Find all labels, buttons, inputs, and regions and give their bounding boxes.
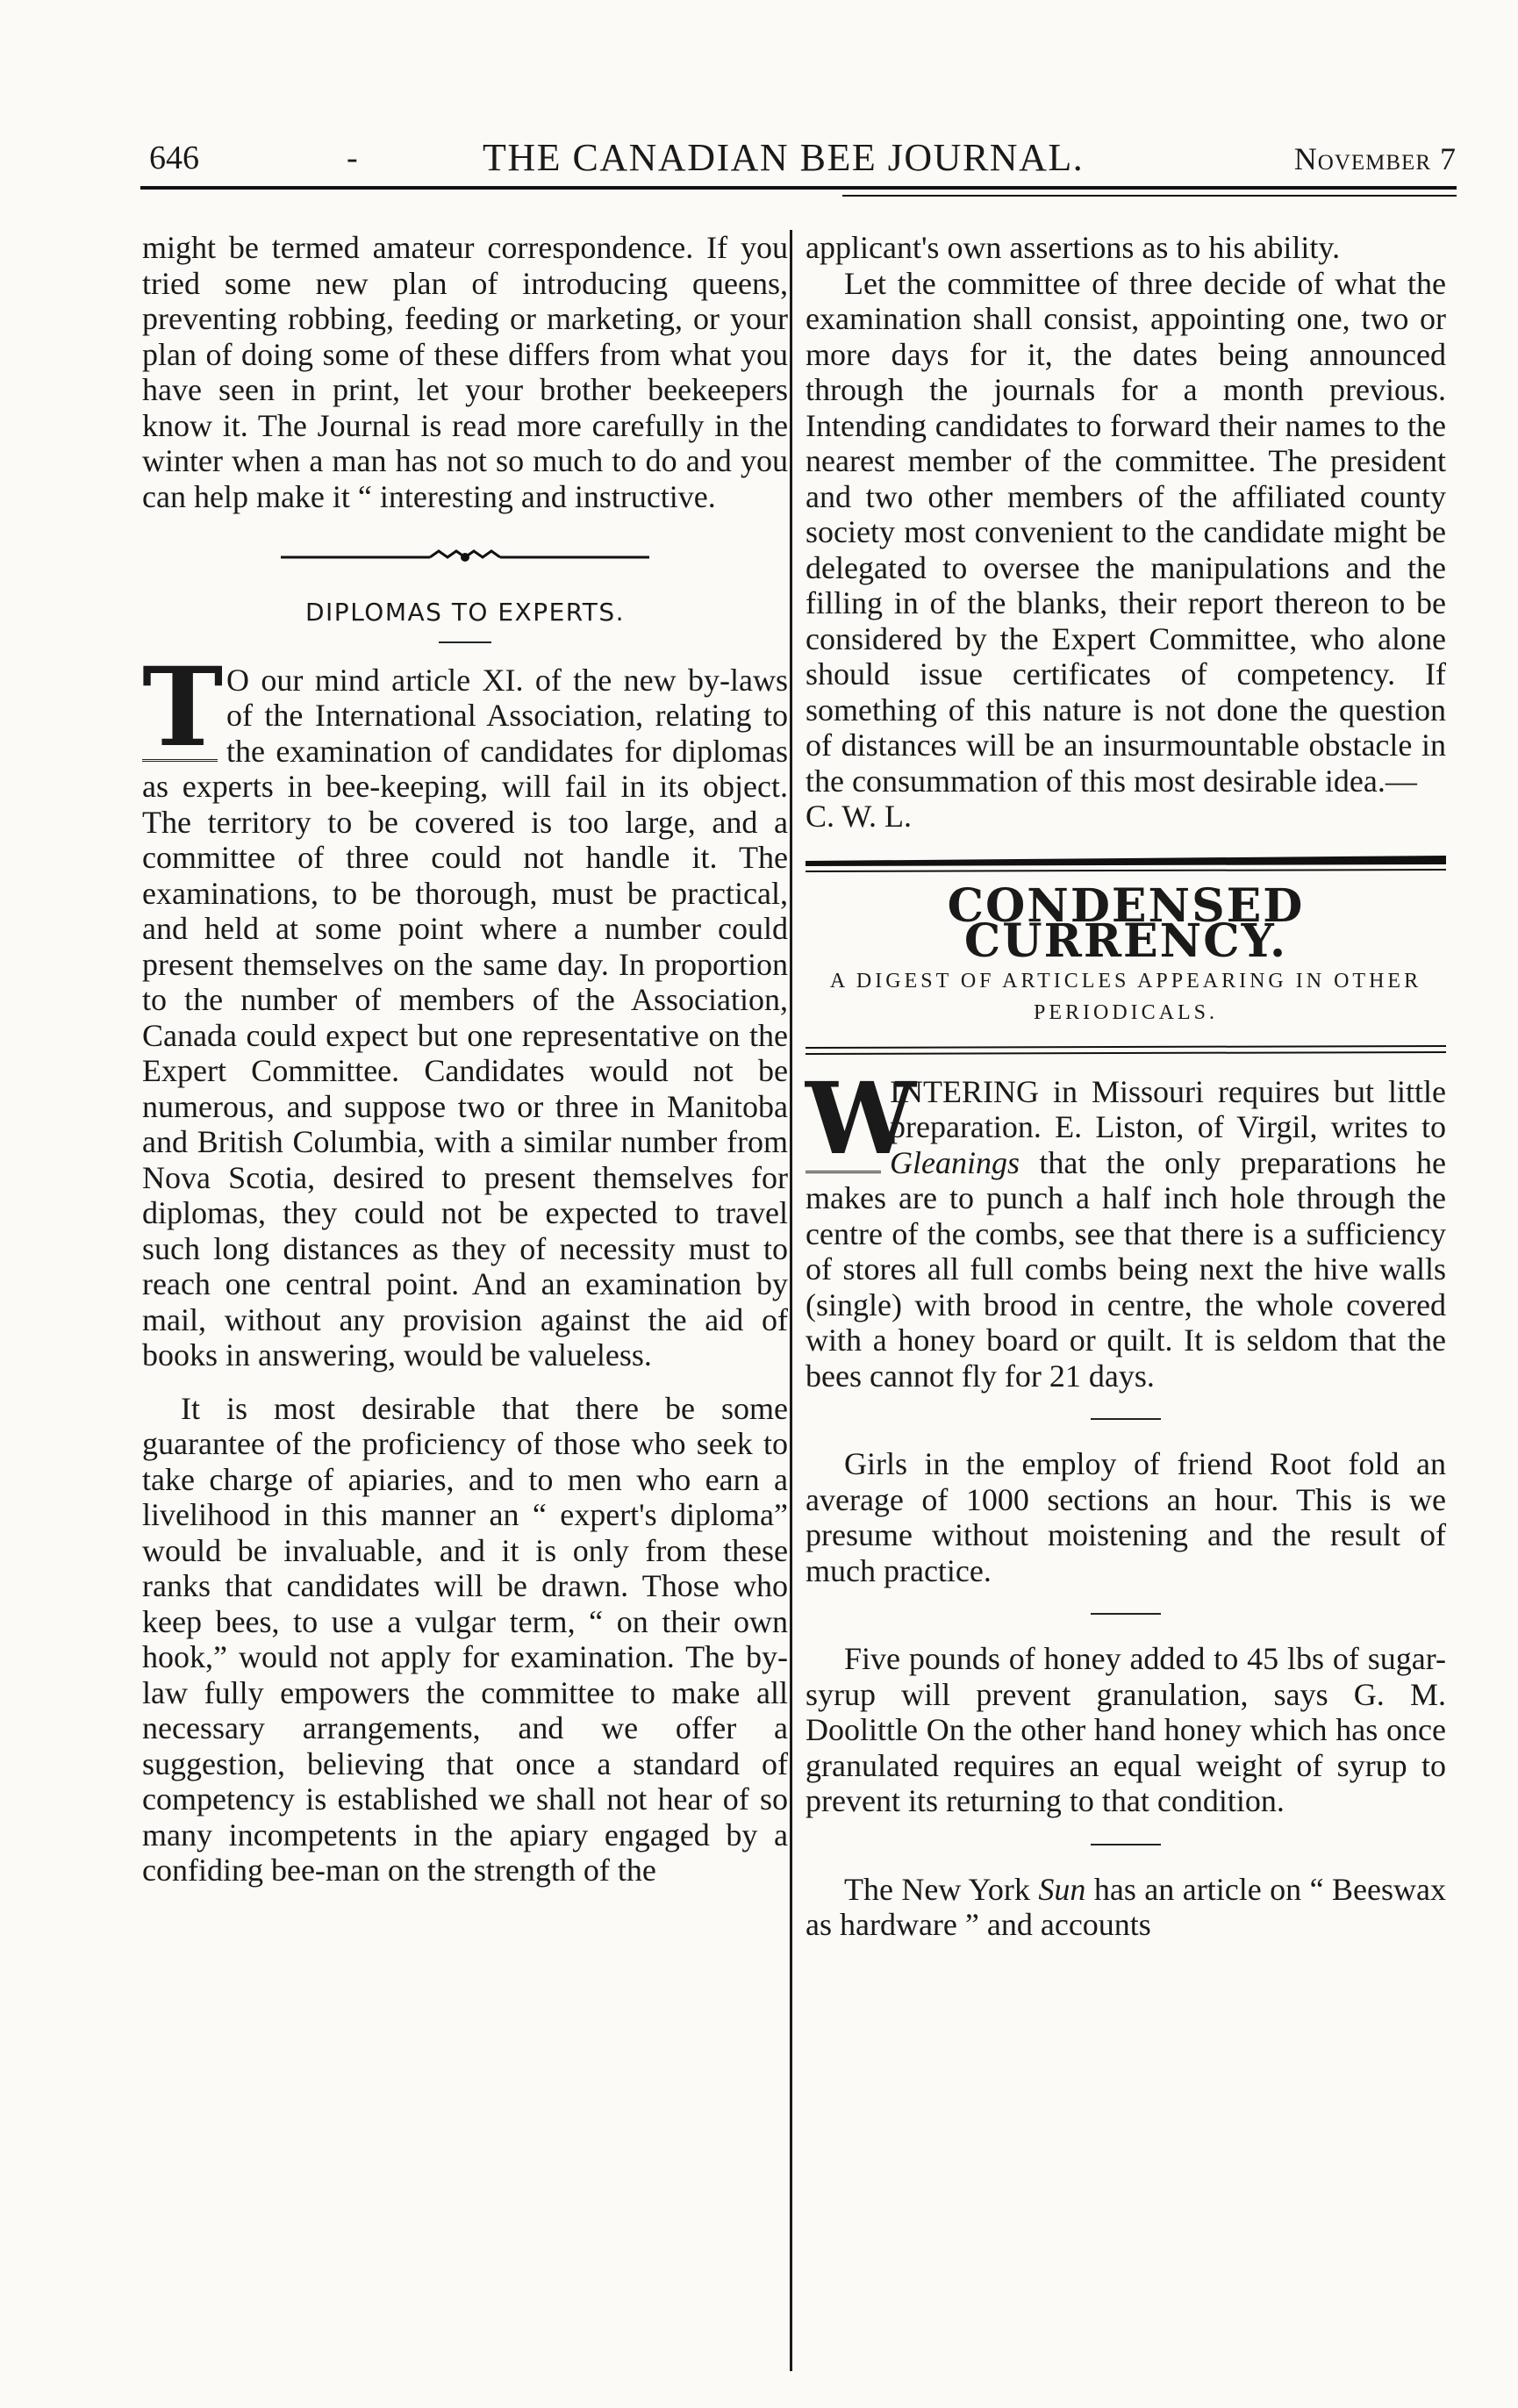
currency-item-4-lead: The New York <box>844 1871 1039 1907</box>
currency-item-1-text: that the only preparations he makes are to punch a half inch hole through the centre of the combs, see that there is a sufficiency of stores all full combs being next the hive walls (single) with brood in centre, the whole covered with a honey board or quilt. It is seldom that the bees cannot fly for 21 days. <box>806 1144 1446 1394</box>
running-header <box>149 132 1465 184</box>
currency-item-4-source: Sun <box>1038 1871 1086 1907</box>
item-separator <box>1091 1613 1161 1615</box>
dropcap-w: W <box>806 1061 916 1177</box>
header-rule <box>140 186 1457 190</box>
currency-item-4-text: has an article on “ Beeswax as hardware ” and accounts <box>806 1871 1446 1942</box>
issue-date: November 7 <box>1293 141 1457 176</box>
currency-item-1-source: Gleanings <box>890 1144 1020 1180</box>
currency-item-4 <box>806 1872 1446 1943</box>
page-number: 646 <box>149 140 199 176</box>
continued-paragraph: applicant's own assertions as to his ability. <box>806 230 1341 265</box>
header-rule-thin <box>842 195 1457 197</box>
signature: C. W. L. <box>806 799 913 834</box>
section-subtitle: A DIGEST OF ARTICLES APPEARING IN OTHER PERIODICALS. <box>829 969 1422 1024</box>
article-paragraph-1 <box>142 643 788 1373</box>
currency-item-3: Five pounds of honey added to 45 lbs of sugar-syrup will prevent granulation, says G. M. Doolittle On the other hand honey which has once granulated requires an equal weight of syrup to prevent its returning to that condition. <box>806 1641 1446 1818</box>
column-divider <box>790 230 792 2371</box>
intro-paragraph: might be termed amateur correspondence. If you tried some new plan of introducing queens, preventing robbing, feeding or marketing, or your plan of doing some of these differs from what you have seen in print, let your brother beekeepers know it. The Journal is read more carefully in the winter when a man has not so much to do and you can help make it “ interesting and instructive. <box>142 230 788 514</box>
section-rule-light <box>806 1044 1446 1057</box>
header-dash: - <box>347 140 358 176</box>
dropcap-t: T <box>142 643 224 771</box>
section-rule-heavy <box>806 852 1446 875</box>
item-separator <box>1091 1418 1161 1420</box>
section-title: CONDENSED CURRENCY. <box>947 878 1305 968</box>
left-column <box>142 230 788 1888</box>
currency-item-1-lead: INTERING in Missouri requires but little preparation. E. Liston, of Virgil, writes to <box>890 1073 1446 1144</box>
ornament-divider <box>281 546 649 569</box>
article-paragraph-2: It is most desirable that there be some guarantee of the proficiency of those who seek to take charge of apiaries, and to men who earn a livelihood in this manner an “ expert's diploma” would be invaluable, and it is only from these ranks that candidates will be drawn. Those who keep bees, to use a vulgar term, “ on their own hook,” would not apply for examination. The by-law fully empowers the committee to make all necessary arrangements, and we offer a suggestion, believing that once a standard of competency is established we shall not hear of so many incompetents in the apiary engaged by a confiding bee-man on the strength of the <box>142 1390 788 1888</box>
continued-paragraph-2: Let the committee of three decide of what the examination shall consist, appointing one, two or more days for it, the dates being announced through the journals for a month previous. Intending candidates to forward their names to the nearest member of the committee. The president and two other members of the affiliated county society most convenient to the candidate might be delegated to oversee the manipulations and the filling in of the blanks, their report thereon to be considered by the Expert Committee, who alone should issue certificates of competency. If something of this nature is not done the question of distances will be an insurmountable obstacle in the consummation of this most desirable idea.— <box>806 265 1446 799</box>
journal-title: THE CANADIAN BEE JOURNAL. <box>483 136 1085 179</box>
right-column <box>806 230 1446 1943</box>
currency-item-1 <box>806 1061 1446 1394</box>
heading-dash <box>439 641 491 643</box>
article-heading: DIPLOMAS TO EXPERTS. <box>304 598 626 627</box>
currency-item-2: Girls in the employ of friend Root fold an average of 1000 sections an hour. This is we presume without moistening and the result of much practice. <box>806 1446 1446 1588</box>
article-paragraph-1-text: O our mind article XI. of the new by-laws of the International Association, relating to the examination of candidates for diplomas as experts in bee-keeping, will fail in its object. The territory to be covered is too large, and a committee of three could not handle it. The examinations, to be thorough, must be practical, and held at some point where a number could present themselves on the same day. In proportion to the number of members of the Association, Canada could expect but one representative on the Expert Committee. Candidates would not be numerous, and suppose two or three in Manitoba and British Columbia, with a similar number from Nova Scotia, desired to present themselves for diplomas, they could not be expected to travel such long distances as they of necessity must to reach one central point. And an examination by mail, without any provision against the aid of books in answering, would be valueless. <box>142 662 788 1372</box>
item-separator <box>1091 1844 1161 1845</box>
